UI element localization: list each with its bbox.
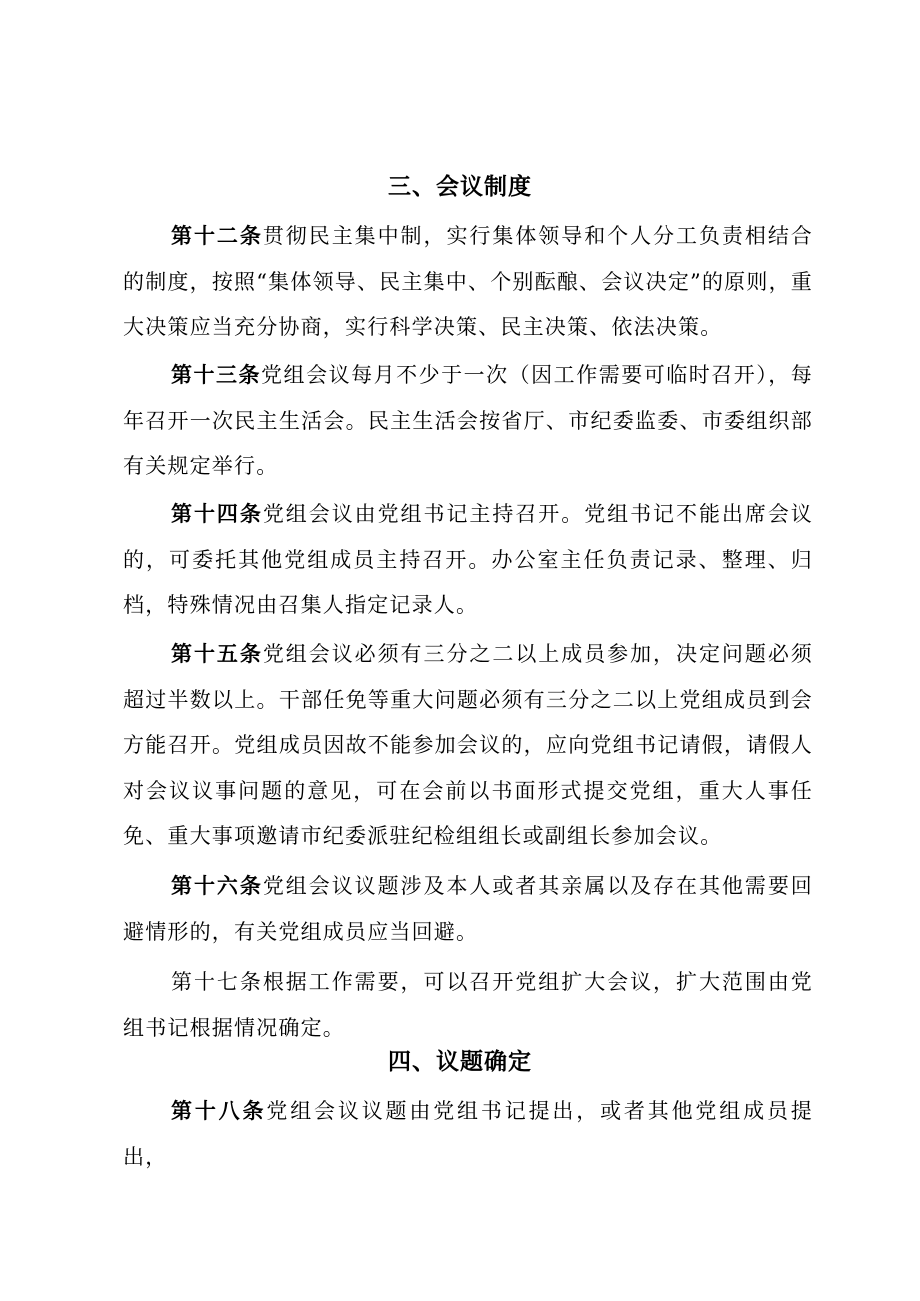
article-label: 第十六条 xyxy=(171,874,263,898)
article-label: 第十三条 xyxy=(171,363,262,387)
article-text: 党组会议必须有三分之二以上成员参加，决定问题必须超过半数以上。干部任免等重大问题必须有三分之二以上党组成员到会方能召开。党组成员因故不能参加会议的，应向党组书记请假，请假人对会议议事问题的意见，可在会前以书面形式提交党组，重大人事任免、重大事项邀请市纪委派驻纪检组组长或副组长参加会议。 xyxy=(123,642,813,848)
article-label: 第十四条 xyxy=(171,502,263,526)
article-16 xyxy=(123,864,813,955)
article-13 xyxy=(123,353,813,490)
article-label: 第十五条 xyxy=(171,642,263,666)
article-18 xyxy=(123,1089,813,1180)
article-text: 党组会议由党组书记主持召开。党组书记不能出席会议的，可委托其他党组成员主持召开。办公室主任负责记录、整理、归档，特殊情况由召集人指定记录人。 xyxy=(123,502,813,617)
article-14 xyxy=(123,492,813,629)
section-heading-meeting-system: 三、会议制度 xyxy=(388,174,532,200)
article-text: 根据工作需要，可以召开党组扩大会议，扩大范围由党组书记根据情况确定。 xyxy=(123,970,813,1040)
article-label: 第十七条 xyxy=(171,970,263,994)
article-15 xyxy=(123,632,813,860)
article-label: 第十八条 xyxy=(171,1099,267,1123)
article-text: 贯彻民主集中制，实行集体领导和个人分工负责相结合的制度，按照“集体领导、民主集中、个别酝酿、会议决定”的原则，重大决策应当充分协商，实行科学决策、民主决策、依法决策。 xyxy=(123,224,813,339)
article-label: 第十二条 xyxy=(171,224,263,248)
article-text: 党组会议议题涉及本人或者其亲属以及存在其他需要回避情形的，有关党组成员应当回避。 xyxy=(123,874,813,944)
article-17 xyxy=(123,960,813,1051)
article-text: 党组会议议题由党组书记提出，或者其他党组成员提出， xyxy=(123,1099,813,1169)
section-heading-agenda: 四、议题确定 xyxy=(388,1049,532,1075)
article-text: 党组会议每月不少于一次（因工作需要可临时召开），每年召开一次民主生活会。民主生活会按省厅、市纪委监委、市委组织部有关规定举行。 xyxy=(123,363,813,478)
article-12 xyxy=(123,214,813,351)
